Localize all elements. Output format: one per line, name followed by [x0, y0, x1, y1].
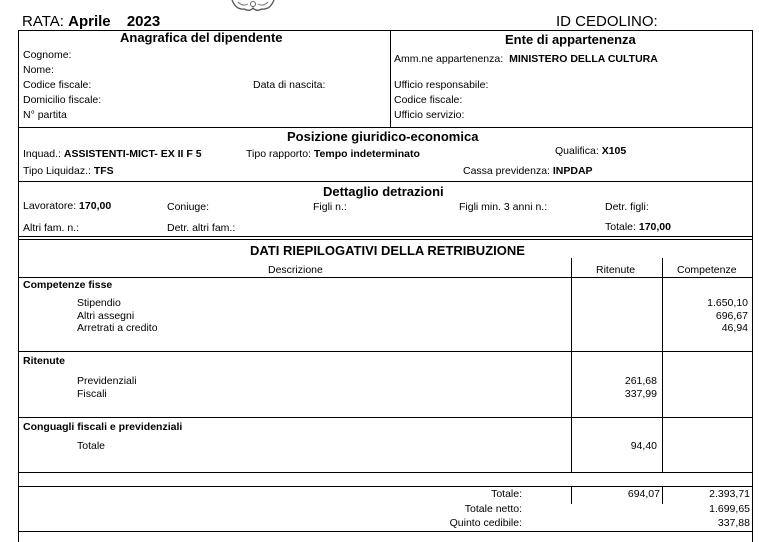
- ente-codice-fiscale-label: Codice fiscale:: [394, 94, 463, 106]
- ritenute-value: 94,40: [630, 440, 657, 452]
- col-ritenute: Ritenute: [596, 264, 636, 276]
- list-item-label: Arretrati a credito: [77, 322, 158, 334]
- totale-ritenute: 694,07: [627, 488, 660, 500]
- totale-competenze: 2.393,71: [709, 488, 750, 500]
- qualifica: [555, 145, 626, 157]
- emblem-icon: [228, 0, 278, 13]
- amm-value: MINISTERO DELLA CULTURA: [509, 53, 658, 65]
- amm-label: Amm.ne appartenenza:: [394, 53, 504, 65]
- detr-figli-label: Detr. figli:: [605, 201, 649, 213]
- tipo-liquidaz-label: Tipo Liquidaz.:: [23, 165, 91, 177]
- quinto-cedibile-value: 337,88: [717, 517, 750, 529]
- list-item-label: Stipendio: [77, 297, 121, 309]
- domicilio-label: Domicilio fiscale:: [23, 94, 102, 106]
- tipo-liquidazione: [23, 165, 114, 177]
- divider: [18, 277, 752, 278]
- competenze-fisse-title: Competenze fisse: [23, 279, 113, 291]
- lavoratore-label: Lavoratore:: [23, 200, 77, 212]
- totale-netto-label: Totale netto:: [464, 503, 522, 515]
- posizione-title: Posizione giuridico-economica: [287, 129, 479, 144]
- column-divider: [571, 486, 572, 504]
- ritenute-value: 261,68: [624, 375, 657, 387]
- id-cedolino-label: ID CEDOLINO:: [556, 13, 658, 30]
- inquad-value: ASSISTENTI-MICT- EX II F 5: [63, 148, 202, 160]
- list-item-label: Altri assegni: [77, 310, 135, 322]
- divider: [18, 486, 752, 487]
- list-item-label: Totale: [77, 440, 106, 452]
- divider: [18, 239, 752, 240]
- codice-fiscale-label: Codice fiscale:: [23, 79, 92, 91]
- cognome-label: Cognome:: [23, 49, 72, 61]
- detrazioni-totale: [605, 221, 671, 233]
- competenze-value: 696,67: [715, 310, 748, 322]
- col-descrizione: Descrizione: [268, 264, 323, 276]
- list-item-label: Previdenziali: [77, 375, 137, 387]
- lavoratore: [23, 200, 111, 212]
- divider: [18, 417, 752, 418]
- tipo-rapporto-value: Tempo indeterminato: [313, 148, 420, 160]
- divider: [18, 181, 752, 182]
- rata-month: Aprile: [68, 13, 111, 30]
- divider: [18, 236, 752, 237]
- ufficio-servizio-label: Ufficio servizio:: [394, 109, 465, 121]
- data-nascita-label: Data di nascita:: [253, 79, 326, 91]
- partita-label: N° partita: [23, 109, 67, 121]
- totale-netto-value: 1.699,65: [709, 503, 750, 515]
- figli-label: Figli n.:: [313, 201, 347, 213]
- column-divider: [571, 258, 572, 472]
- totale-label: Totale:: [491, 488, 522, 500]
- ritenute-value: 337,99: [624, 388, 657, 400]
- figli-min-label: Figli min. 3 anni n.:: [459, 201, 548, 213]
- detrazioni-totale-label: Totale:: [605, 221, 636, 233]
- column-divider: [662, 258, 663, 472]
- rata-prefix: RATA:: [22, 13, 64, 30]
- nome-label: Nome:: [23, 64, 54, 76]
- ritenute-title: Ritenute: [23, 355, 65, 367]
- coniuge-label: Coniuge:: [167, 201, 210, 213]
- inquad-label: Inquad.:: [23, 148, 61, 160]
- divider: [18, 127, 752, 128]
- detrazioni-totale-value: 170,00: [638, 221, 671, 233]
- divider: [18, 531, 752, 532]
- list-item-label: Fiscali: [77, 388, 107, 400]
- column-divider: [390, 30, 391, 127]
- cassa-previdenza: [463, 165, 593, 177]
- right-border: [752, 30, 753, 542]
- rata-year: 2023: [126, 13, 161, 30]
- qualifica-value: X105: [601, 145, 627, 157]
- left-border: [18, 30, 19, 542]
- altri-fam-label: Altri fam. n.:: [23, 222, 80, 234]
- col-competenze: Competenze: [677, 264, 737, 276]
- qualifica-label: Qualifica:: [555, 145, 599, 157]
- competenze-value: 46,94: [721, 322, 748, 334]
- tipo-rapporto: [246, 148, 420, 160]
- cassa-value: INPDAP: [552, 165, 593, 177]
- competenze-value: 1.650,10: [707, 297, 748, 309]
- detrazioni-title: Dettaglio detrazioni: [323, 184, 444, 199]
- rata-label: [22, 13, 160, 30]
- quinto-cedibile-label: Quinto cedibile:: [449, 517, 522, 529]
- ufficio-responsabile-label: Ufficio responsabile:: [394, 79, 489, 91]
- tipo-liquidaz-value: TFS: [93, 165, 114, 177]
- inquadramento: [23, 148, 202, 160]
- anagrafica-title: Anagrafica del dipendente: [120, 30, 283, 45]
- divider: [18, 472, 752, 473]
- amm-appartenenza: [394, 53, 658, 65]
- column-divider: [662, 486, 663, 504]
- lavoratore-value: 170,00: [79, 200, 112, 212]
- conguagli-title: Conguagli fiscali e previdenziali: [23, 421, 183, 433]
- divider: [18, 351, 752, 352]
- riepilogo-title: DATI RIEPILOGATIVI DELLA RETRIBUZIONE: [250, 243, 525, 258]
- ente-title: Ente di appartenenza: [505, 32, 636, 47]
- cassa-label: Cassa previdenza:: [463, 165, 550, 177]
- tipo-rapporto-label: Tipo rapporto:: [246, 148, 311, 160]
- detr-altri-fam-label: Detr. altri fam.:: [167, 222, 236, 234]
